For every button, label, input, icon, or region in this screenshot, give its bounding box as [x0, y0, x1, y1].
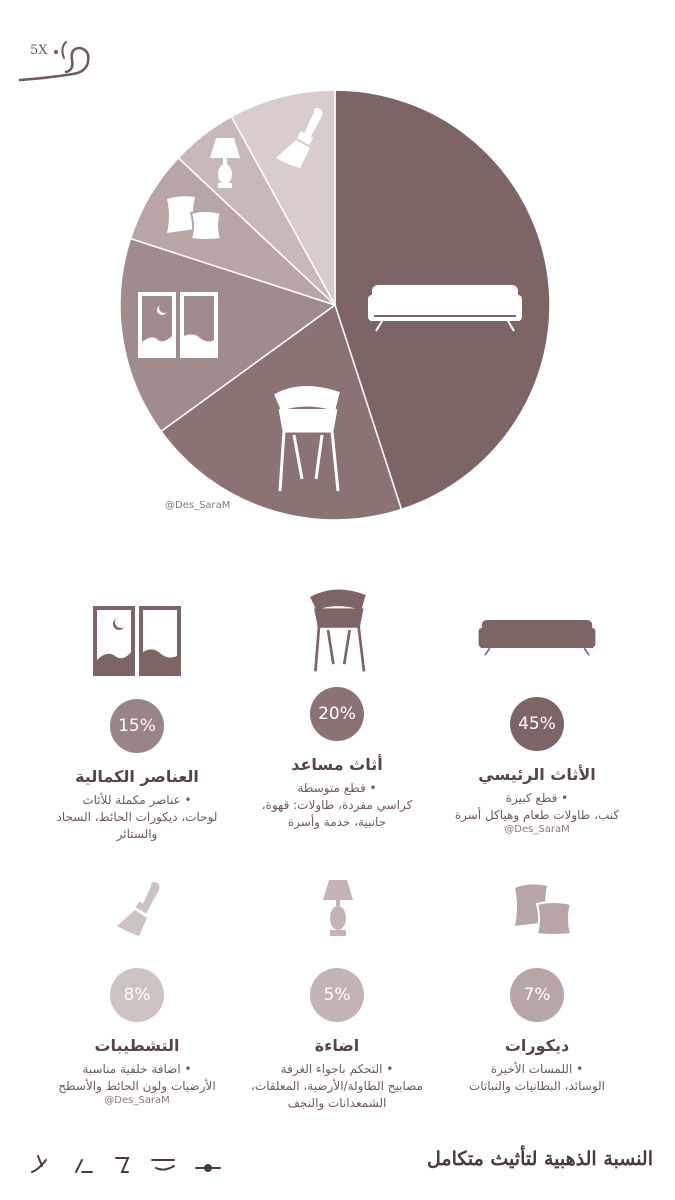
percent-badge: 5%: [310, 968, 364, 1022]
category-line: لوحات، ديكورات الحائط، السجاد: [56, 810, 218, 824]
step-mark: [116, 1158, 128, 1172]
category-title: ديكورات: [504, 1036, 570, 1055]
category-decor: [432, 866, 642, 1095]
category-line: • عناصر مكملة للأثاث: [82, 793, 192, 807]
step-mark: [32, 1156, 46, 1172]
lamp-icon: [277, 866, 397, 956]
category-line: الشمعدانات والنجف: [287, 1096, 387, 1110]
category-title: التشطيبات: [94, 1036, 180, 1055]
category-main-furniture: [432, 595, 642, 835]
category-title: الأثاث الرئيسي: [478, 765, 596, 784]
pie-watermark: @Des_SaraM: [165, 500, 231, 511]
credit-handle: @Des_SaraM: [104, 1095, 170, 1106]
percent-badge: 8%: [110, 968, 164, 1022]
category-line: • قطع كبيرة: [505, 791, 569, 805]
category-line: الوسائد، البطانيات والنباتات: [468, 1079, 606, 1093]
category-line: كنب، طاولات طعام وهياكل أسرة: [454, 808, 620, 822]
paintbrush-icon: [77, 866, 197, 956]
percent-badge: 20%: [310, 687, 364, 741]
percent-badge: 7%: [510, 968, 564, 1022]
category-title: أثاث مساعد: [291, 755, 383, 774]
category-title: اضاءة: [314, 1036, 360, 1055]
category-lighting: [232, 866, 442, 1112]
design-steps-marks: [28, 1148, 228, 1178]
pie-chart: [0, 0, 675, 560]
percent-badge: 45%: [510, 697, 564, 751]
category-line: • قطع متوسطة: [297, 781, 377, 795]
logo-mark: 5X: [30, 43, 48, 58]
category-auxiliary-furniture: [232, 585, 442, 831]
armchair-icon: [277, 585, 397, 675]
category-finishes: [32, 866, 242, 1106]
category-line: جانبية، خدمة وأسرة: [287, 815, 387, 829]
percent-badge: 15%: [110, 699, 164, 753]
category-line: والستائر: [116, 827, 158, 841]
category-line: الأرضيات ولون الحائط والأسطح: [58, 1079, 216, 1093]
category-line: كراسي مفردة، طاولات: قهوة،: [261, 798, 413, 812]
step-mark: [205, 1165, 211, 1171]
category-title: العناصر الكمالية: [75, 767, 199, 786]
category-line: مصابيح الطاولة/الأرضية، المعلقات،: [251, 1079, 423, 1093]
footer-title: النسبة الذهبية لتأثيث متكامل: [427, 1148, 653, 1170]
window-icon: [77, 597, 197, 687]
credit-handle: @Des_SaraM: [504, 824, 570, 835]
step-mark: [76, 1160, 92, 1172]
category-accessories: [32, 597, 242, 843]
category-line: • اضافة خلفية مناسبة: [82, 1062, 192, 1076]
sofa-icon: [477, 595, 597, 685]
category-line: • التحكم باجواء الغرفة: [280, 1062, 394, 1076]
cushions-icon: [477, 866, 597, 956]
category-line: • اللمسات الأخيرة: [490, 1062, 584, 1076]
step-mark: [152, 1160, 174, 1170]
